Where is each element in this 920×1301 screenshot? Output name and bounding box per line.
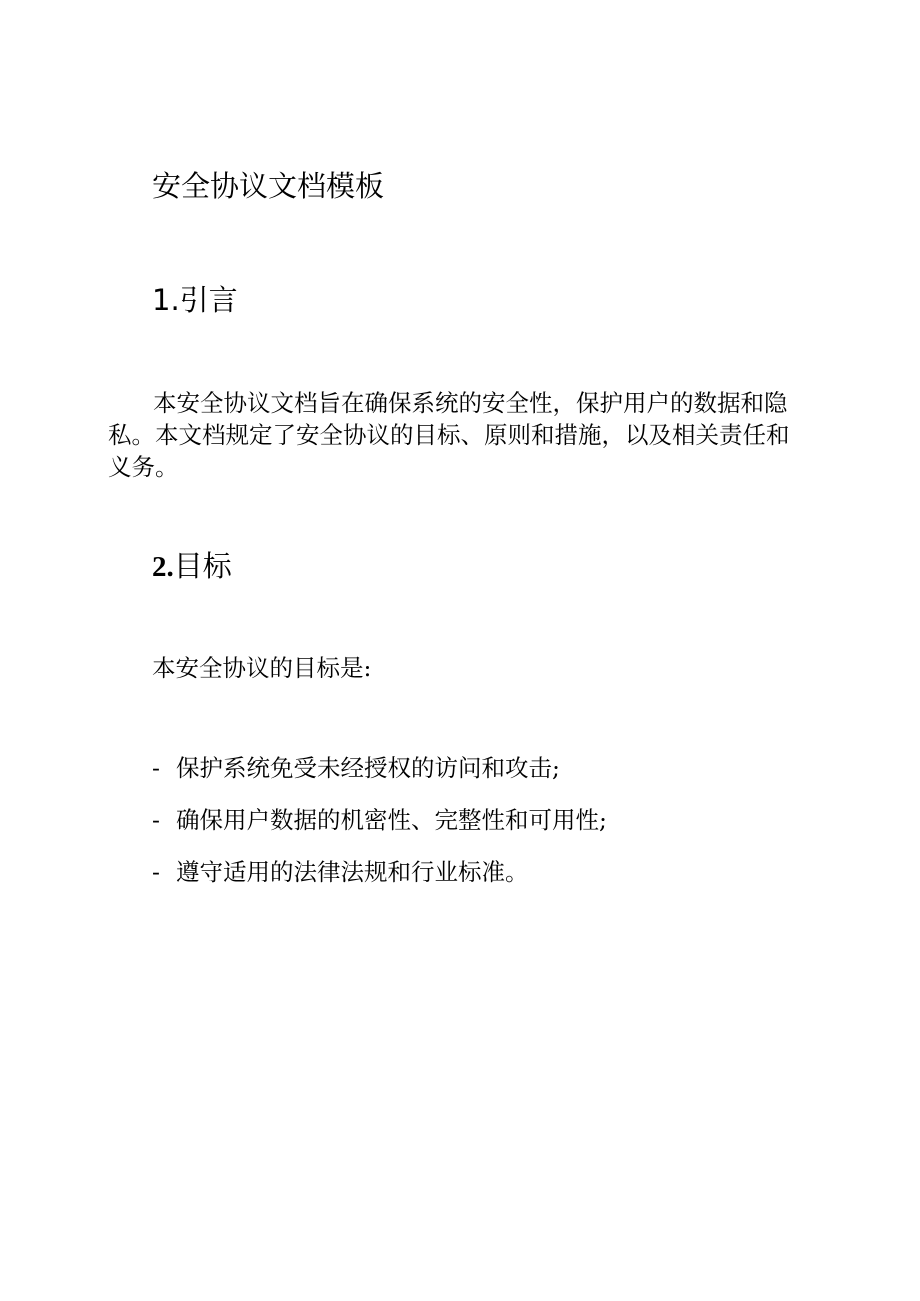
list-item [152,752,607,784]
list-item-marker: - [152,858,160,886]
section-1-title: 引言 [179,283,238,317]
section-1-number: 1. [152,283,180,317]
section-1-heading [152,282,238,318]
list-item-text: 保护系统免受未经授权的访问和攻击; [176,754,560,782]
section-1-paragraph: 本安全协议文档旨在确保系统的安全性，保护用户的数据和隐私。本文档规定了安全协议的目标、原则和措施，以及相关责任和义务。 [108,389,790,481]
section-2-heading [152,548,232,585]
document-title: 安全协议文档模板 [152,169,385,203]
list-item-text: 确保用户数据的机密性、完整性和可用性; [176,806,607,834]
list-item-text: 遵守适用的法律法规和行业标准。 [176,858,529,886]
goals-list [152,752,607,908]
list-item [152,804,607,836]
list-item-marker: - [152,754,160,782]
list-item-marker: - [152,806,160,834]
section-2-intro: 本安全协议的目标是: [152,654,372,682]
section-2-number: 2. [152,551,174,583]
section-2-title: 目标 [173,549,232,583]
list-item [152,856,607,888]
